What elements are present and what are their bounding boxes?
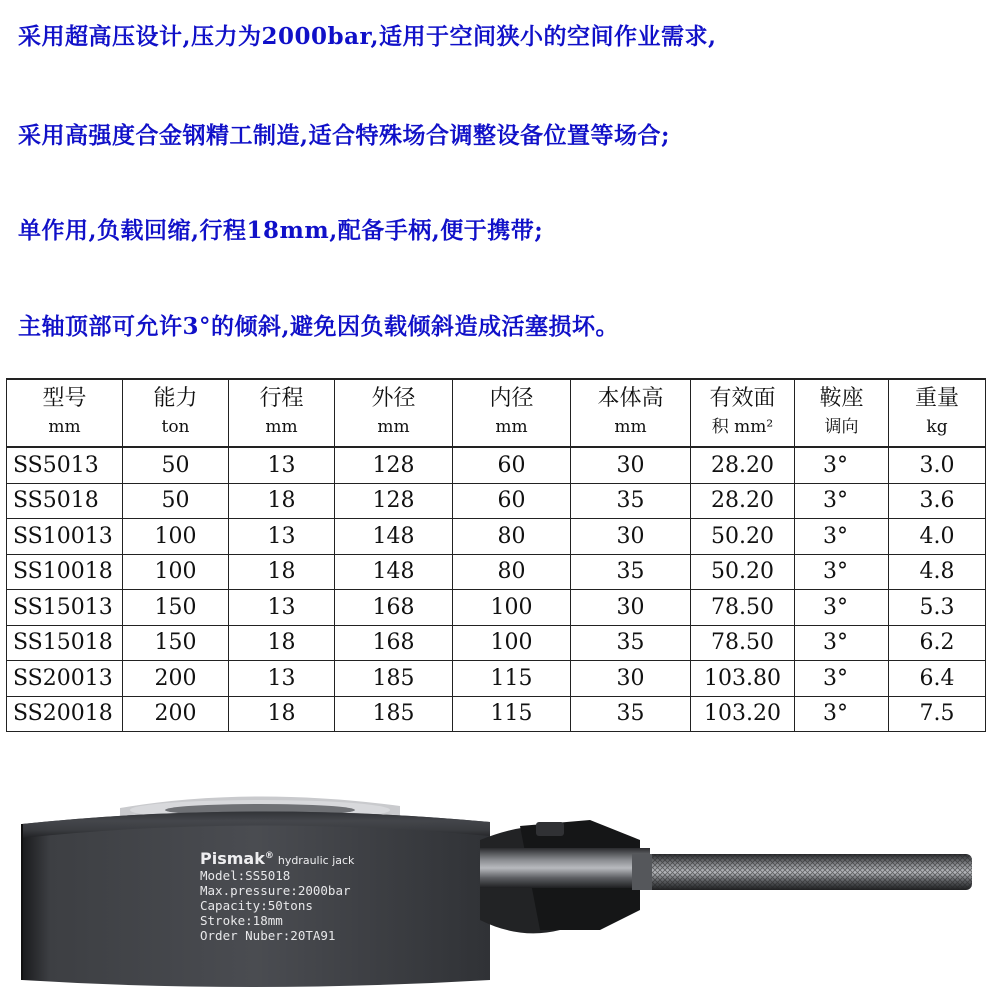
table-row (7, 519, 986, 555)
spec-header-row (7, 379, 986, 447)
cell-inner-diameter: 80 (453, 519, 571, 555)
cell-inner-diameter: 100 (453, 625, 571, 661)
cell-capacity: 200 (123, 661, 229, 697)
cell-inner-diameter: 60 (453, 483, 571, 519)
cell-body-height: 30 (571, 519, 691, 555)
cell-weight: 3.0 (889, 447, 986, 483)
cell-body-height: 35 (571, 554, 691, 590)
header-model: 型号 mm (7, 379, 123, 447)
cell-stroke: 13 (229, 447, 335, 483)
table-row (7, 554, 986, 590)
brand-mark: ® (264, 851, 274, 861)
cell-effective-area: 50.20 (691, 554, 795, 590)
cell-weight: 5.3 (889, 590, 986, 626)
cell-model: SS10018 (7, 554, 123, 590)
jack-handle (480, 848, 972, 890)
cell-stroke: 13 (229, 519, 335, 555)
cell-saddle-tilt: 3° (795, 625, 889, 661)
cell-model: SS10013 (7, 519, 123, 555)
cell-model: SS20013 (7, 661, 123, 697)
model-line: Model:SS5018 (200, 868, 291, 883)
header-body-height: 本体高 mm (571, 379, 691, 447)
cell-outer-diameter: 168 (335, 625, 453, 661)
pressure-line: Max.pressure:2000bar (200, 883, 351, 898)
feature-bullet-pressure: 采用超高压设计,压力为2000bar,适用于空间狭小的空间作业需求, (18, 23, 717, 50)
cell-outer-diameter: 128 (335, 447, 453, 483)
header-capacity: 能力 ton (123, 379, 229, 447)
cell-model: SS5013 (7, 447, 123, 483)
cell-inner-diameter: 100 (453, 590, 571, 626)
cell-saddle-tilt: 3° (795, 447, 889, 483)
table-row (7, 625, 986, 661)
cell-body-height: 35 (571, 483, 691, 519)
cell-stroke: 13 (229, 590, 335, 626)
cell-weight: 4.0 (889, 519, 986, 555)
order-line: Order Nuber:20TA91 (200, 928, 336, 943)
cell-stroke: 18 (229, 483, 335, 519)
cell-capacity: 100 (123, 519, 229, 555)
cell-weight: 4.8 (889, 554, 986, 590)
cell-model: SS15013 (7, 590, 123, 626)
table-row (7, 661, 986, 697)
cell-effective-area: 28.20 (691, 447, 795, 483)
header-saddle-tilt: 鞍座 调向 (795, 379, 889, 447)
cell-model: SS5018 (7, 483, 123, 519)
brand-name: Pismak (200, 849, 265, 868)
cell-weight: 6.4 (889, 661, 986, 697)
cell-model: SS15018 (7, 625, 123, 661)
cell-body-height: 30 (571, 590, 691, 626)
table-row (7, 590, 986, 626)
nameplate (200, 849, 355, 943)
cell-effective-area: 78.50 (691, 625, 795, 661)
stroke-line: Stroke:18mm (200, 913, 283, 928)
cell-saddle-tilt: 3° (795, 696, 889, 732)
cell-inner-diameter: 115 (453, 696, 571, 732)
cell-outer-diameter: 128 (335, 483, 453, 519)
feature-bullet-action: 单作用,负载回缩,行程18mm,配备手柄,便于携带; (18, 217, 544, 244)
cell-stroke: 18 (229, 625, 335, 661)
cell-body-height: 30 (571, 447, 691, 483)
cell-weight: 3.6 (889, 483, 986, 519)
cell-capacity: 100 (123, 554, 229, 590)
table-row (7, 696, 986, 732)
cell-outer-diameter: 185 (335, 696, 453, 732)
cell-effective-area: 103.80 (691, 661, 795, 697)
feature-bullet-tilt: 主轴顶部可允许3°的倾斜,避免因负载倾斜造成活塞损坏。 (18, 313, 620, 340)
cell-inner-diameter: 115 (453, 661, 571, 697)
cell-stroke: 13 (229, 661, 335, 697)
cell-capacity: 150 (123, 625, 229, 661)
feature-bullet-material: 采用高强度合金钢精工制造,适合特殊场合调整设备位置等场合; (18, 122, 670, 149)
cell-capacity: 50 (123, 447, 229, 483)
table-row (7, 483, 986, 519)
cell-capacity: 200 (123, 696, 229, 732)
cell-body-height: 35 (571, 696, 691, 732)
header-weight: 重量 kg (889, 379, 986, 447)
product-photo (0, 780, 990, 988)
cell-capacity: 50 (123, 483, 229, 519)
cell-model: SS20018 (7, 696, 123, 732)
header-inner-diameter: 内径 mm (453, 379, 571, 447)
header-stroke: 行程 mm (229, 379, 335, 447)
cell-stroke: 18 (229, 554, 335, 590)
cell-saddle-tilt: 3° (795, 554, 889, 590)
cell-outer-diameter: 168 (335, 590, 453, 626)
cell-weight: 6.2 (889, 625, 986, 661)
cell-saddle-tilt: 3° (795, 483, 889, 519)
cell-capacity: 150 (123, 590, 229, 626)
cell-effective-area: 50.20 (691, 519, 795, 555)
cell-body-height: 30 (571, 661, 691, 697)
capacity-line: Capacity:50tons (200, 898, 313, 913)
table-row (7, 447, 986, 483)
cell-saddle-tilt: 3° (795, 661, 889, 697)
cell-saddle-tilt: 3° (795, 590, 889, 626)
cell-inner-diameter: 60 (453, 447, 571, 483)
cell-weight: 7.5 (889, 696, 986, 732)
brand-subtitle: hydraulic jack (277, 854, 355, 867)
cell-effective-area: 78.50 (691, 590, 795, 626)
cell-inner-diameter: 80 (453, 554, 571, 590)
header-outer-diameter: 外径 mm (335, 379, 453, 447)
cell-outer-diameter: 148 (335, 554, 453, 590)
spec-table (6, 378, 986, 732)
header-effective-area: 有效面 积 mm² (691, 379, 795, 447)
cell-stroke: 18 (229, 696, 335, 732)
cell-saddle-tilt: 3° (795, 519, 889, 555)
cell-outer-diameter: 148 (335, 519, 453, 555)
cell-body-height: 35 (571, 625, 691, 661)
cell-effective-area: 103.20 (691, 696, 795, 732)
cell-effective-area: 28.20 (691, 483, 795, 519)
cell-outer-diameter: 185 (335, 661, 453, 697)
